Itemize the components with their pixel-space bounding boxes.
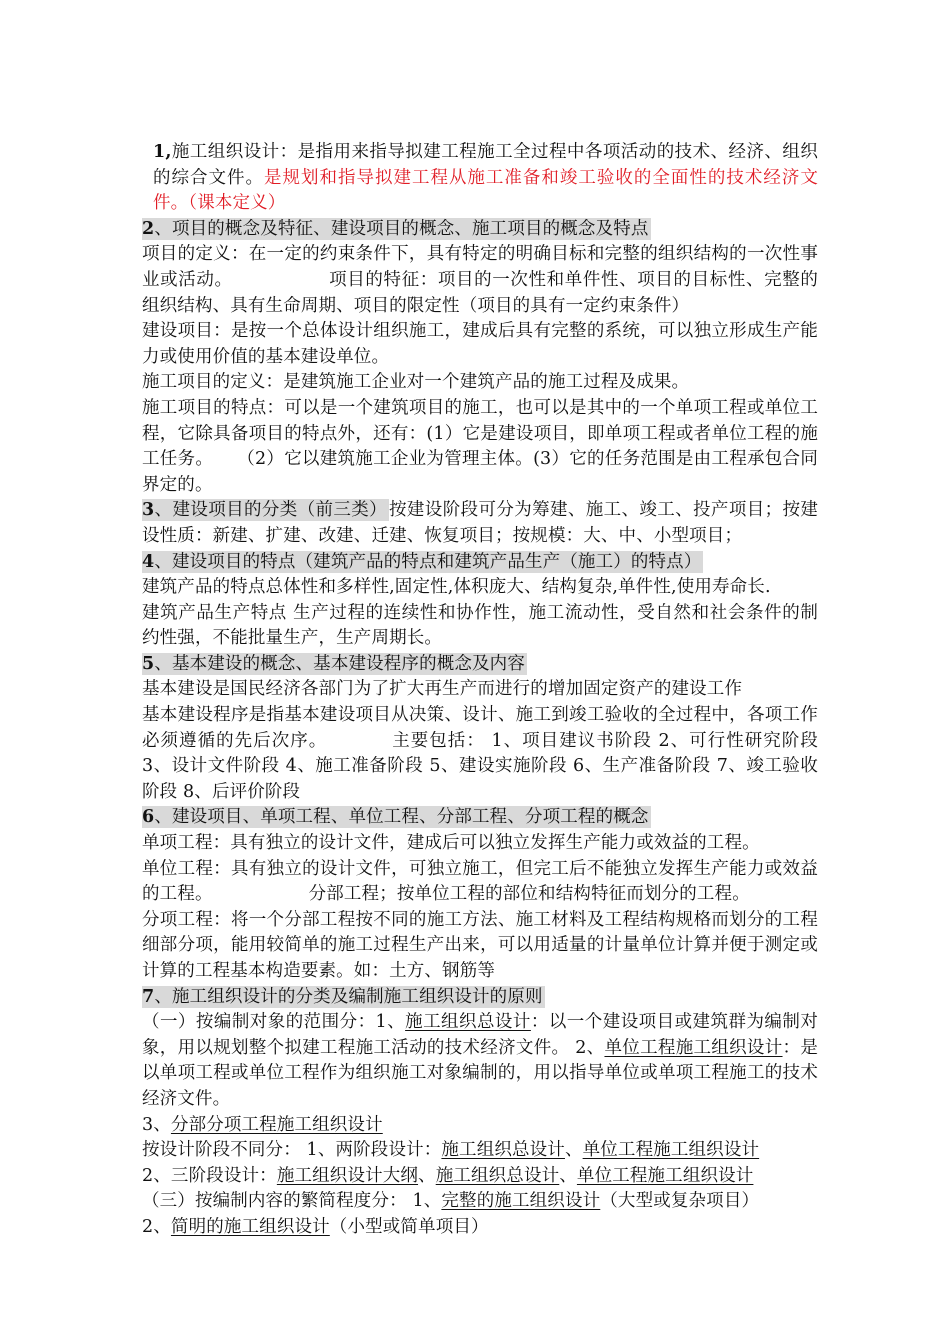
two-stage-term-2: 单位工程施工组织设计: [582, 1140, 760, 1161]
unit-project-paragraph: [142, 857, 818, 908]
section-2-heading-text: 、项目的概念及特征、建设项目的概念、施工项目的概念及特点: [154, 218, 649, 239]
construction-project-definition-paragraph: 施工项目的定义：是建筑施工企业对一个建筑产品的施工过程及成果。: [142, 372, 690, 393]
three-stage-separator-1: 、: [418, 1165, 436, 1186]
section-3-heading-text: 、建设项目的分类（前三类）: [154, 500, 388, 521]
complexity-classification-line: [142, 1189, 818, 1215]
two-stage-separator: 、: [564, 1140, 583, 1161]
section-4-heading-text: 、建设项目的特点（建筑产品的特点和建筑产品生产（施工）的特点）: [154, 551, 702, 572]
project-features-text: 项目的特征：项目的一次性和单件性、项目的目标性、完整的组织结构、具有生命周期、项目的限定性（项目的具有一定约束条件）: [142, 269, 818, 316]
section-1-number: 1,: [153, 142, 172, 162]
section-7-heading: [142, 985, 818, 1011]
section-2-number: 2: [142, 218, 155, 239]
section-5-number: 5: [142, 653, 155, 674]
section-3: [142, 498, 818, 549]
two-stage-intro-text: 按设计阶段不同分： 1、两阶段设计：: [142, 1140, 442, 1161]
procedure-stages-text: 主要包括： 1、项目建议书阶段 2、可行性研究阶段 3、设计文件阶段 4、施工准备阶段 5、建设实施阶段 6、生产准备阶段 7、竣工验收阶段 8、后评价阶段: [142, 730, 818, 802]
section-3-text: 按建设阶段可分为筹建、施工、竣工、投产项目；按建设性质：新建、扩建、改建、迁建、恢复项目；按规模：大、中、小型项目；: [142, 500, 818, 546]
simple-design-term: 简明的施工组织设计: [170, 1216, 330, 1237]
section-1-red-text: 是规划和指导拟建工程从施工准备和竣工验收的全面性的技术经济文件。（课本定义）: [153, 167, 819, 214]
sub-item-project-paragraph: 分项工程：将一个分部工程按不同的施工方法、施工材料及工程结构规格而划分的工程细部分项，能用较简单的施工过程生产出来，可以用适量的计量单位计算并便于测定或计算的工程基本构造要素。如：土方、钢筋等: [142, 909, 818, 981]
section-6-number: 6: [142, 807, 155, 828]
three-stage-term-1: 施工组织设计大纲: [276, 1165, 419, 1186]
complexity-intro-text: （三）按编制内容的繁简程度分： 1、: [142, 1191, 442, 1212]
section-7-heading-text: 、施工组织设计的分类及编制施工组织设计的原则: [154, 986, 543, 1007]
section-1: [142, 140, 818, 217]
section-7-number: 7: [142, 986, 155, 1007]
simple-design-number: 2、: [142, 1216, 171, 1237]
section-2-heading: [142, 217, 818, 243]
unit-design-term: 单位工程施工组织设计: [604, 1037, 783, 1058]
two-stage-design-line: [142, 1138, 818, 1164]
sub-item-design-term: 分部分项工程施工组织设计: [170, 1114, 383, 1135]
construction-project-features-text-1: 施工项目的特点：可以是一个建筑项目的施工，也可以是其中的一个单项工程或单位工程，它除具备项目的特点外，还有：(1）它是建设项目，即单项工程或者单位工程的施工任务。: [142, 397, 818, 470]
unit-project-text: 单位工程：具有独立的设计文件，可独立施工，但完工后不能独立发挥生产能力或效益的工程。: [142, 858, 818, 905]
sub-project-text: 分部工程；按单位工程的部位和结构特征而划分的工程。: [308, 884, 750, 905]
classification-by-scope-paragraph: [142, 1010, 818, 1112]
project-definition-paragraph: [142, 242, 818, 319]
two-stage-term-1: 施工组织总设计: [441, 1140, 565, 1161]
three-stage-separator-2: 、: [559, 1165, 577, 1186]
document-page: [142, 140, 818, 1241]
unit-design-text: ：是以单项工程或单位工程作为组织施工对象编制的，用以指导单位或单项工程施工的技术经济文件。: [142, 1037, 818, 1109]
construction-project-features-paragraph: [142, 396, 818, 498]
production-features-paragraph: 建筑产品生产特点 生产过程的连续性和协作性，施工流动性，受自然和社会条件的制约性强，不能批量生产，生产周期长。: [142, 602, 818, 649]
project-definition-text: 项目的定义：在一定的约束条件下，具有特定的明确目标和完整的组织结构的一次性事业或活动。: [142, 244, 818, 290]
section-6-heading-text: 、建设项目、单项工程、单位工程、分部工程、分项工程的概念: [154, 807, 649, 828]
section-4-number: 4: [142, 551, 155, 572]
basic-construction-procedure-paragraph: [142, 703, 818, 805]
section-1-text: 施工组织设计：是指用来指导拟建工程施工全过程中各项活动的技术、经济、组织的综合文件。: [153, 142, 818, 188]
simple-design-note: （小型或简单项目）: [329, 1216, 489, 1237]
three-stage-term-3: 单位工程施工组织设计: [576, 1165, 754, 1186]
sub-item-design-number: 3、: [142, 1114, 171, 1135]
three-stage-term-2: 施工组织总设计: [435, 1165, 560, 1186]
single-item-project-paragraph: 单项工程：具有独立的设计文件，建成后可以独立发挥生产能力或效益的工程。: [142, 833, 760, 854]
section-5-heading-text: 、基本建设的概念、基本建设程序的概念及内容: [154, 653, 525, 674]
basic-construction-paragraph: 基本建设是国民经济各部门为了扩大再生产而进行的增加固定资产的建设工作: [142, 679, 743, 700]
scope-intro-text: （一）按编制对象的范围分：1、: [142, 1012, 406, 1033]
construction-project-features-text-2: （2）它以建筑施工企业为管理主体。(3）它的任务范围是由工程承包合同界定的。: [142, 449, 818, 495]
three-stage-design-line: [142, 1164, 818, 1190]
general-design-term: 施工组织总设计: [405, 1012, 531, 1033]
simple-design-line: [142, 1215, 818, 1241]
section-4-heading: [142, 550, 818, 576]
procedure-definition-text: 基本建设程序是指基本建设项目从决策、设计、施工到竣工验收的全过程中，各项工作必须遵循的先后次序。: [142, 705, 818, 751]
sub-item-design-line: [142, 1113, 818, 1139]
section-3-number: 3: [142, 500, 155, 521]
product-features-paragraph: 建筑产品的特点总体性和多样性,固定性,体积庞大、结构复杂,单件性,使用寿命长.: [142, 577, 771, 598]
construction-project-paragraph: 建设项目：是按一个总体设计组织施工，建成后具有完整的系统，可以独立形成生产能力或使用价值的基本建设单位。: [142, 321, 818, 367]
section-5-heading: [142, 652, 818, 678]
three-stage-intro-text: 2、三阶段设计：: [142, 1165, 277, 1186]
section-6-heading: [142, 805, 818, 831]
general-design-text: ：以一个建设项目或建筑群为编制对象，用以规划整个拟建工程施工活动的技术经济文件。 2、: [142, 1012, 818, 1058]
complete-design-note: （大型或复杂项目）: [600, 1191, 760, 1212]
complete-design-term: 完整的施工组织设计: [441, 1191, 601, 1212]
